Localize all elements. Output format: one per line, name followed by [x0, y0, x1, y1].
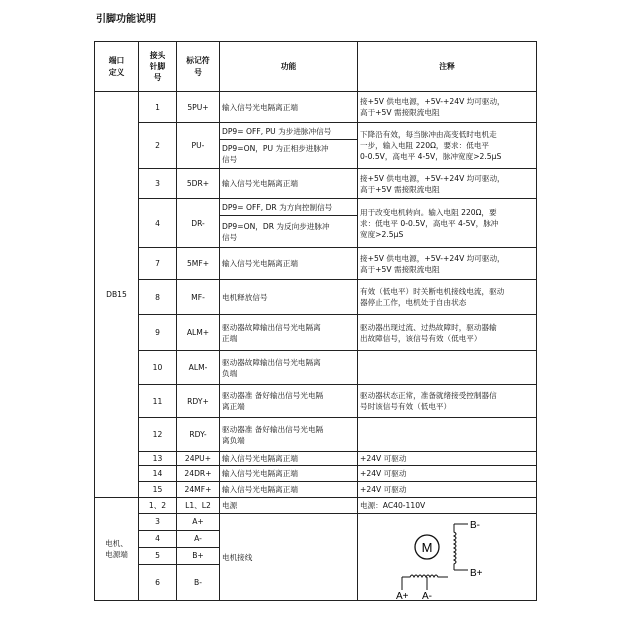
note-cell [358, 418, 537, 452]
pin-cell: 6 [139, 564, 177, 600]
pin-cell: 11 [139, 385, 177, 418]
motor-diagram-cell [358, 514, 537, 601]
table-row [95, 169, 537, 199]
label-b-plus: B+ [470, 568, 483, 579]
note-cell: 接+5V 供电电源，+5V-+24V 均可驱动， 高于+5V 需接限流电阻 [358, 248, 537, 280]
note-cell: 用于改变电机转向。输入电阻 220Ω，要 求：低电平 0-0.5V，高电平 4-5V，脉冲 宽度>2.5μS [358, 199, 537, 248]
group-db15: DB15 [95, 92, 139, 498]
note-cell: +24V 可驱动 [358, 482, 537, 498]
function-cell: 电机释放信号 [220, 280, 358, 315]
table-header-row [95, 42, 537, 92]
header-port-def: 端口 定义 [95, 42, 139, 92]
symbol-cell: 24MF+ [177, 482, 220, 498]
symbol-cell: 5MF+ [177, 248, 220, 280]
pin-cell: 15 [139, 482, 177, 498]
note-cell: 下降沿有效，每当脉冲由高变低时电机走 一步，输入电阻 220Ω，要求：低电平 0-0.5V，高电平 4-5V，脉冲宽度>2.5μS [358, 123, 537, 169]
table-row [95, 351, 537, 385]
function-cell: 输入信号光电隔离正端 [220, 466, 358, 482]
pin-cell: 1 [139, 92, 177, 123]
symbol-cell: 5DR+ [177, 169, 220, 199]
function-cell: 电源 [220, 498, 358, 514]
note-cell: 有效（低电平）时关断电机接线电流，驱动 器停止工作，电机处于自由状态 [358, 280, 537, 315]
pin-cell: 13 [139, 452, 177, 466]
pin-function-table [94, 41, 537, 601]
header-note: 注释 [358, 42, 537, 92]
note-cell: 驱动器状态正常，准备就绪接受控制器信 号时该信号有效（低电平） [358, 385, 537, 418]
table-row [95, 123, 537, 140]
symbol-cell: A- [177, 530, 220, 547]
symbol-cell: RDY- [177, 418, 220, 452]
note-cell: 接+5V 供电电源，+5V-+24V 均可驱动， 高于+5V 需接限流电阻 [358, 169, 537, 199]
header-function: 功能 [220, 42, 358, 92]
pin-cell: 5 [139, 547, 177, 564]
motor-wiring-diagram [358, 514, 536, 600]
pin-cell: 14 [139, 466, 177, 482]
symbol-cell: PU- [177, 123, 220, 169]
function-cell: 电机接线 [220, 514, 358, 601]
label-b-minus: B- [470, 520, 480, 531]
pin-cell: 2 [139, 123, 177, 169]
function-cell: 输入信号光电隔离正端 [220, 452, 358, 466]
pin-cell: 3 [139, 169, 177, 199]
pin-cell: 7 [139, 248, 177, 280]
function-cell: DP9=ON，DR 为反向步进脉冲 信号 [220, 216, 358, 248]
table-row [95, 385, 537, 418]
table-row [95, 498, 537, 514]
pin-cell: 4 [139, 530, 177, 547]
page-title: 引脚功能说明 [96, 14, 156, 25]
symbol-cell: 24DR+ [177, 466, 220, 482]
function-cell: DP9= OFF, DR 为方向控制信号 [220, 199, 358, 216]
function-cell: 输入信号光电隔离正端 [220, 92, 358, 123]
table-row [95, 248, 537, 280]
note-cell: 接+5V 供电电源，+5V-+24V 均可驱动， 高于+5V 需接限流电阻 [358, 92, 537, 123]
function-cell: 驱动器故障输出信号光电隔离 正端 [220, 315, 358, 351]
function-cell: 输入信号光电隔离正端 [220, 248, 358, 280]
pin-cell: 12 [139, 418, 177, 452]
function-cell: 驱动器准 备好输出信号光电隔 离正端 [220, 385, 358, 418]
pin-cell: 3 [139, 514, 177, 531]
motor-diagram [358, 514, 536, 600]
function-cell: 驱动器故障输出信号光电隔离 负端 [220, 351, 358, 385]
table-row [95, 482, 537, 498]
pin-cell: 9 [139, 315, 177, 351]
note-cell: +24V 可驱动 [358, 466, 537, 482]
pin-cell: 10 [139, 351, 177, 385]
function-cell: 驱动器准 备好输出信号光电隔 离负端 [220, 418, 358, 452]
motor-label: M [421, 540, 433, 555]
note-cell: +24V 可驱动 [358, 452, 537, 466]
table-row [95, 514, 537, 531]
header-symbol: 标记符 号 [177, 42, 220, 92]
table-row [95, 466, 537, 482]
table-row [95, 92, 537, 123]
symbol-cell: 24PU+ [177, 452, 220, 466]
coil-a [402, 575, 448, 577]
pin-cell: 8 [139, 280, 177, 315]
symbol-cell: L1、L2 [177, 498, 220, 514]
group-power: 电机、 电源端 [95, 498, 139, 601]
symbol-cell: DR- [177, 199, 220, 248]
symbol-cell: A+ [177, 514, 220, 531]
label-a-minus: A- [422, 591, 432, 600]
table-row [95, 315, 537, 351]
function-cell: 输入信号光电隔离正端 [220, 169, 358, 199]
symbol-cell: RDY+ [177, 385, 220, 418]
header-pin: 接头 针脚 号 [139, 42, 177, 92]
coil-b [454, 524, 456, 570]
function-cell: DP9=ON，PU 为正相步进脉冲 信号 [220, 140, 358, 169]
symbol-cell: B+ [177, 547, 220, 564]
label-a-plus: A+ [396, 591, 409, 600]
symbol-cell: 5PU+ [177, 92, 220, 123]
symbol-cell: ALM- [177, 351, 220, 385]
table-row [95, 199, 537, 216]
table-row [95, 452, 537, 466]
symbol-cell: B- [177, 564, 220, 600]
function-cell: 输入信号光电隔离正端 [220, 482, 358, 498]
note-cell [358, 351, 537, 385]
pin-cell: 1、2 [139, 498, 177, 514]
symbol-cell: ALM+ [177, 315, 220, 351]
function-cell: DP9= OFF, PU 为步进脉冲信号 [220, 123, 358, 140]
symbol-cell: MF- [177, 280, 220, 315]
note-cell: 驱动器出现过流、过热故障时，驱动器输 出故障信号，该信号有效（低电平） [358, 315, 537, 351]
table-row [95, 418, 537, 452]
pin-cell: 4 [139, 199, 177, 248]
table-row [95, 280, 537, 315]
note-cell: 电源：AC40-110V [358, 498, 537, 514]
